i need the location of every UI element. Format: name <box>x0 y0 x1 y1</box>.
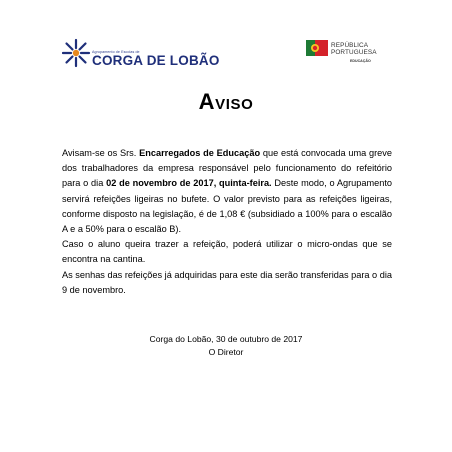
notice-body <box>62 146 392 298</box>
page-title: Aviso <box>198 89 254 114</box>
signature-role: O Diretor <box>208 347 244 357</box>
portugal-flag-icon <box>306 40 328 56</box>
republic-logo-line3: EDUCAÇÃO <box>350 59 371 63</box>
starburst-icon <box>62 38 92 68</box>
school-logo-subtitle: Agrupamento de Escolas de <box>92 50 140 54</box>
school-logo-name: CORGA DE LOBÃO <box>92 53 220 68</box>
paragraph-2: Caso o aluno queira trazer a refeição, poderá utilizar o micro-ondas que se encontra na cantina. <box>62 239 392 265</box>
school-logo <box>62 38 222 70</box>
p1-text-a: Avisam-se os Srs. <box>62 148 140 158</box>
republic-logo-line1: REPÚBLICA <box>331 42 369 49</box>
p1-text-e: Deste modo, o Agrupamento servirá refeições ligeiras no bufete. O valor previsto para as refeições ligeiras, conforme disposto na legislação, é de 1,08 € (subsidiado a 100% para o escalão A e a 50% para o escalão B). <box>62 178 393 235</box>
signature-block <box>0 333 452 359</box>
p1-bold-date: 02 de novembro de 2017, quinta-feira. <box>106 178 272 189</box>
paragraph-3: As senhas das refeições já adquiridas para este dia serão transferidas para o dia 9 de novembro. <box>62 269 392 295</box>
signature-place-date: Corga do Lobão, 30 de outubro de 2017 <box>149 334 303 344</box>
p1-bold-guardians: Encarregados de Educação <box>139 148 261 158</box>
republic-logo-line2: PORTUGUESA <box>331 49 377 56</box>
republic-logo <box>306 40 406 70</box>
p1-text-c: que está convocada uma greve dos trabalhadores da empresa responsável pelo funcionamento do refeitório para o dia <box>62 148 392 189</box>
paragraph-1 <box>62 146 392 237</box>
